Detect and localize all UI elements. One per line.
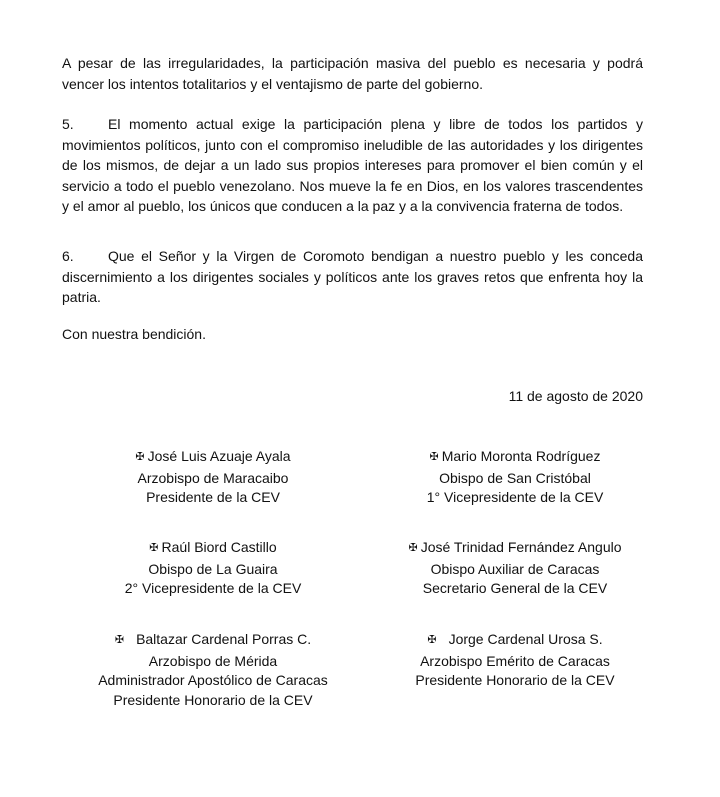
signatory-name: Baltazar Cardenal Porras C. (136, 631, 312, 647)
cross-icon: ✠ (408, 542, 418, 554)
signatory-1 (68, 447, 358, 508)
signatory-name-line (370, 630, 660, 652)
signatory-role-honorary: Presidente Honorario de la CEV (113, 691, 313, 708)
paragraph-intro-text: A pesar de las irregularidades, la participación masiva del pueblo es necesaria y podrá vencer los intentos totalitarios y el ventajismo de parte del gobierno. (62, 55, 643, 92)
signatory-name-line (68, 447, 358, 469)
signatory-name: Mario Moronta Rodríguez (441, 448, 601, 464)
signatory-name: José Trinidad Fernández Angulo (420, 539, 622, 555)
cross-icon: ✠ (135, 451, 145, 463)
signatory-2 (370, 447, 660, 508)
signatory-name-line (370, 538, 660, 560)
signatory-role: 2° Vicepresidente de la CEV (124, 580, 302, 596)
signatory-title: Arzobispo de Mérida (148, 652, 278, 669)
document-date: 11 de agosto de 2020 (508, 388, 643, 404)
signatory-role: 1° Vicepresidente de la CEV (426, 489, 604, 505)
signatory-role: Administrador Apostólico de Caracas (98, 672, 328, 688)
cross-icon: ✠ (114, 634, 125, 646)
signatory-4 (370, 538, 660, 599)
signatory-name: Jorge Cardenal Urosa S. (448, 631, 603, 647)
cross-icon: ✠ (429, 451, 439, 463)
signatory-name-line (68, 538, 358, 560)
cross-icon: ✠ (427, 634, 437, 646)
closing-blessing: Con nuestra bendición. (62, 326, 206, 342)
signatory-6 (370, 630, 660, 691)
paragraph-intro (62, 53, 643, 94)
signatory-title: Arzobispo de Maracaibo (137, 469, 289, 486)
paragraph-5 (62, 114, 643, 217)
signatory-role: Secretario General de la CEV (422, 580, 608, 596)
signatory-3 (68, 538, 358, 599)
paragraph-6-number: 6. (62, 248, 74, 264)
signatory-name: José Luis Azuaje Ayala (147, 448, 291, 464)
paragraph-5-number: 5. (62, 116, 74, 132)
paragraph-6 (62, 246, 643, 308)
signatory-title: Obispo de La Guaira (148, 560, 278, 577)
signatory-title: Obispo de San Cristóbal (439, 469, 591, 486)
paragraph-5-text: El momento actual exige la participación plena y libre de todos los partidos y movimientos políticos, junto con el compromiso ineludible de las autoridades y los dirigentes de los mismos, de dejar a un lado sus propios intereses para promover el bien común y el servicio a todo el pueblo venezolano. Nos mueve la fe en Dios, en los valores trascendentes y el amor al pueblo, los únicos que conducen a la paz y a la convivencia fraterna de todos. (62, 116, 643, 214)
signatory-name: Raúl Biord Castillo (161, 539, 277, 555)
cross-icon: ✠ (149, 542, 159, 554)
paragraph-6-text: Que el Señor y la Virgen de Coromoto bendigan a nuestro pueblo y les conceda discernimiento a los dirigentes sociales y políticos ante los graves retos que enfrenta hoy la patria. (62, 248, 643, 305)
signatory-name-line (68, 630, 358, 652)
signatory-title: Obispo Auxiliar de Caracas (430, 560, 600, 577)
signatory-title: Arzobispo Emérito de Caracas (420, 652, 610, 669)
signatory-name-line (370, 447, 660, 469)
signatory-role: Presidente de la CEV (146, 489, 280, 505)
signatory-5 (68, 630, 358, 710)
signatory-role: Presidente Honorario de la CEV (415, 672, 615, 688)
